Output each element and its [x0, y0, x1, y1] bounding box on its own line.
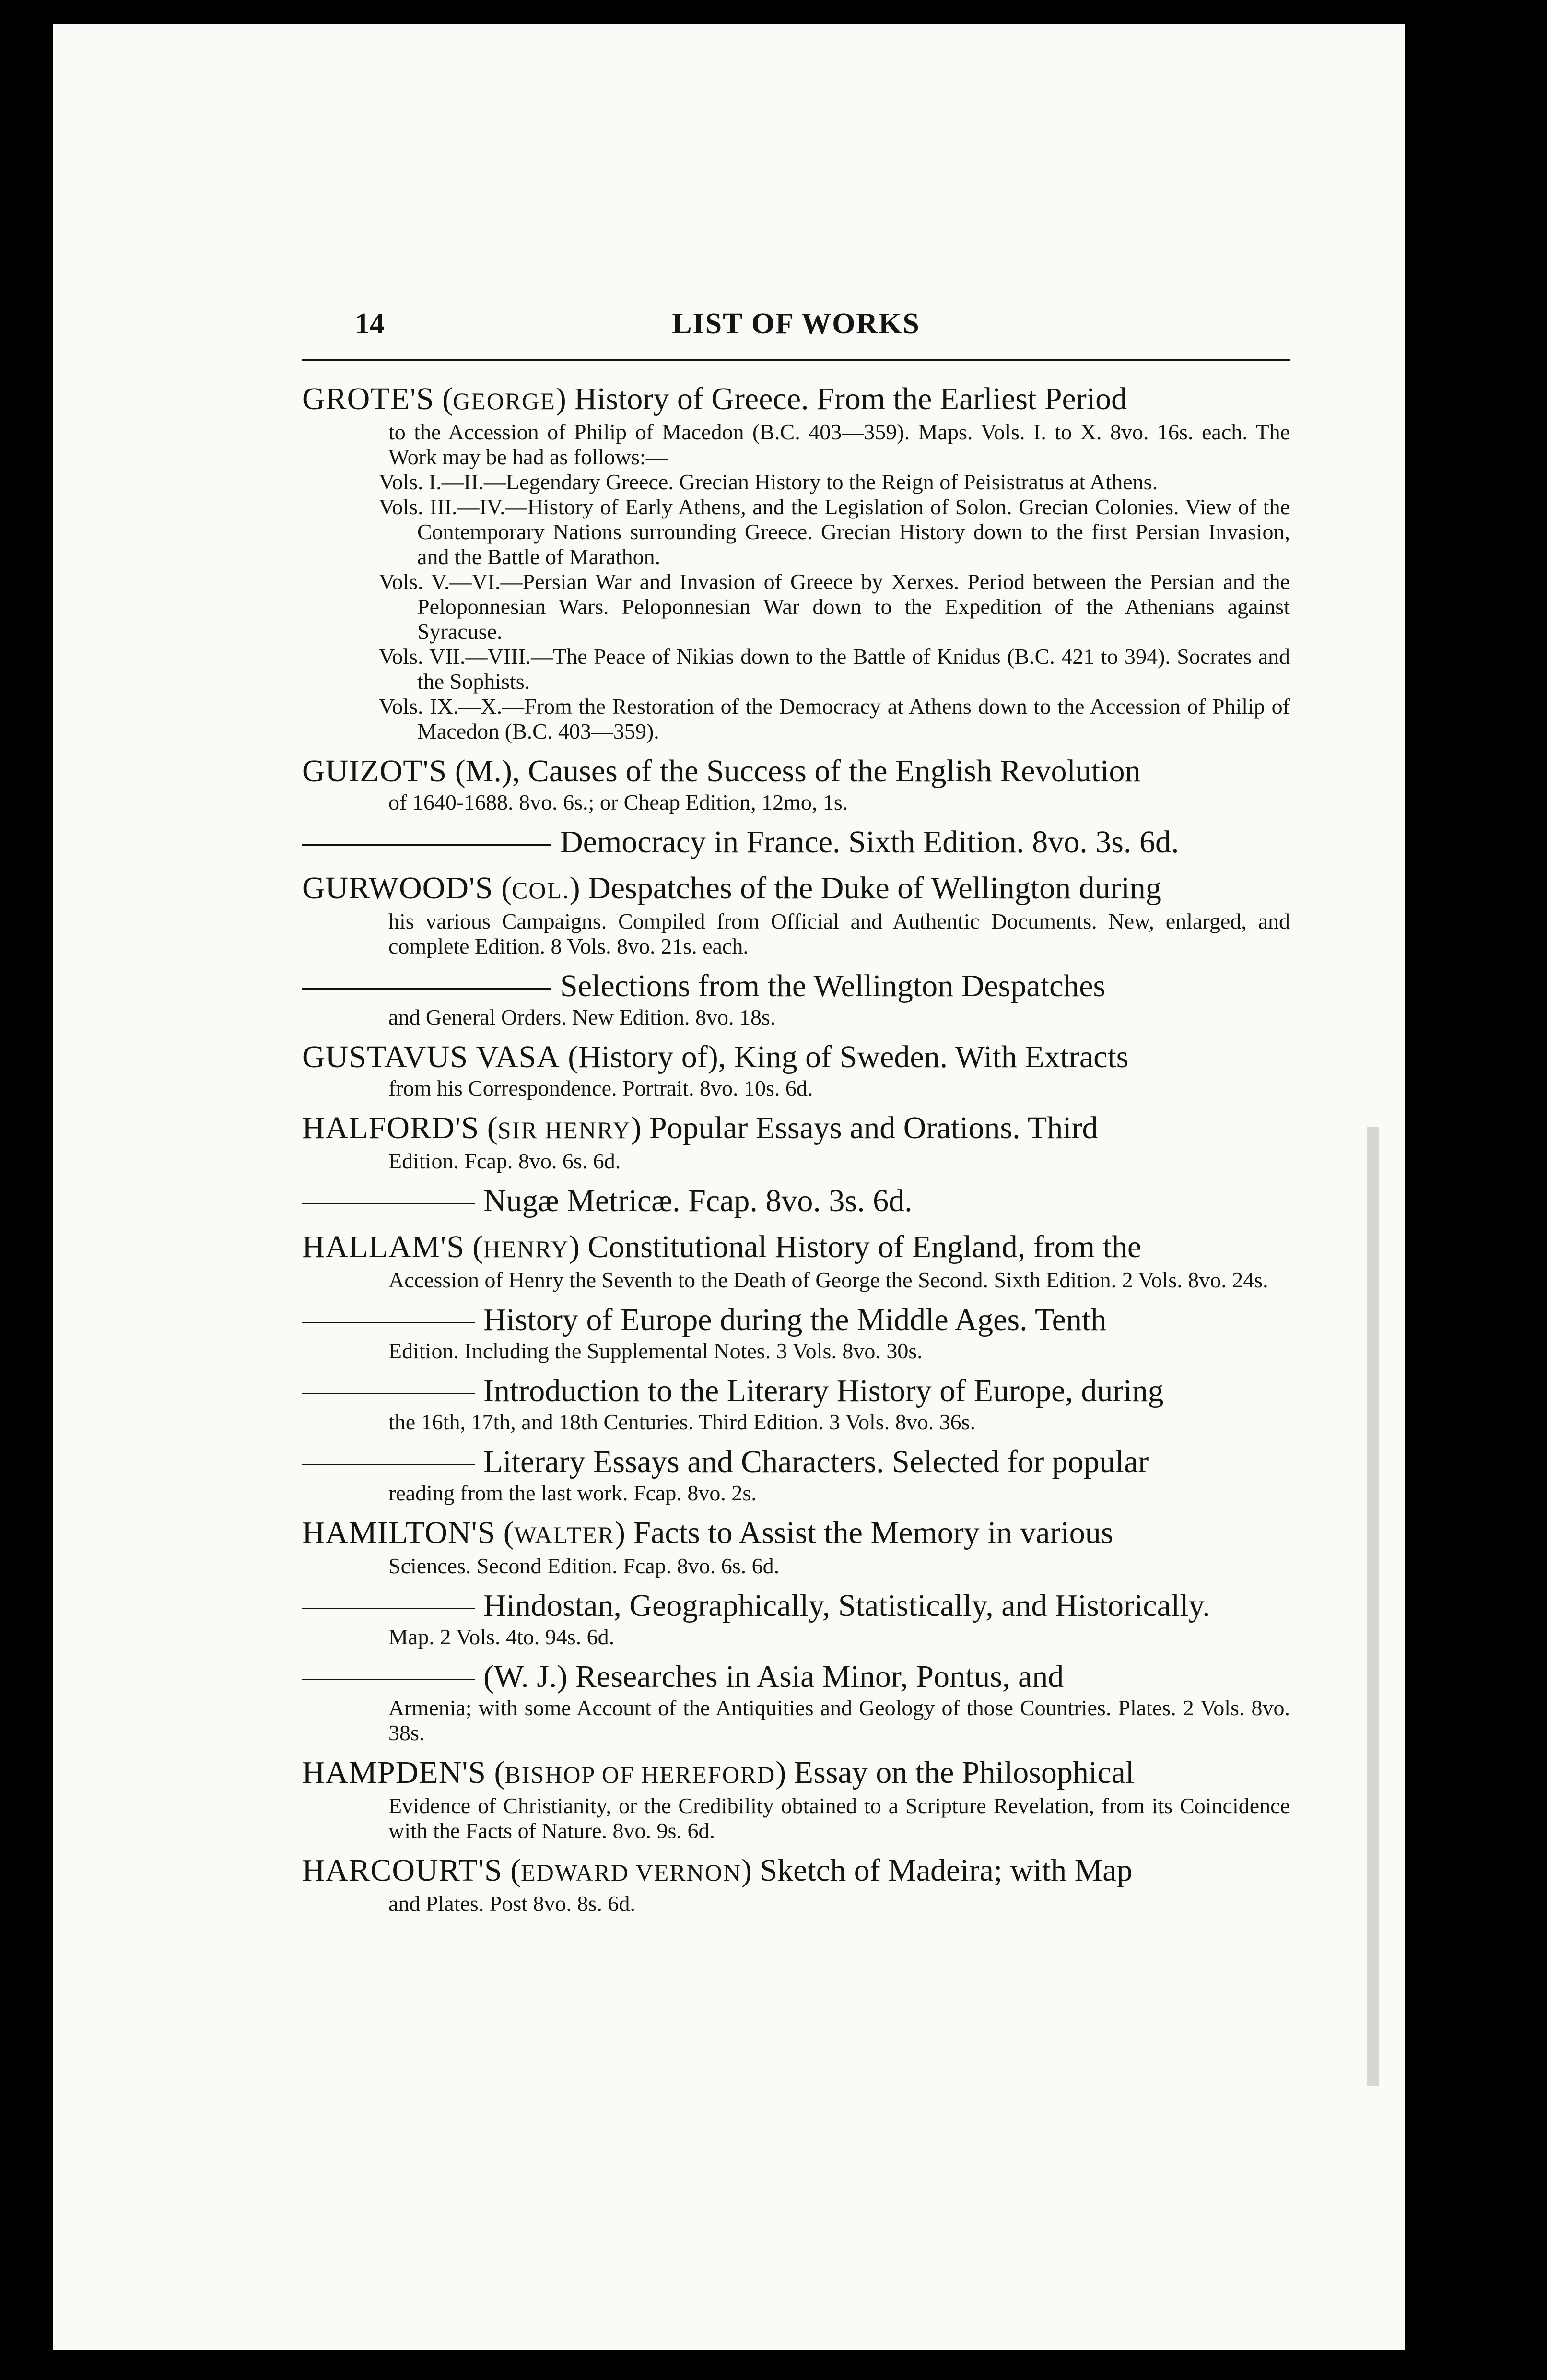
volume-line: Vols. III.—IV.—History of Early Athens, and the Legislation of Solon. Grecian Colonies. View of the Contemporary Nations surrounding Greece. Grecian History down to the first Persian Invasion, and the Battle of Marathon.	[379, 495, 1290, 569]
work-title: Despatches of the Duke of Wellington during	[588, 871, 1161, 906]
work-detail: of 1640-1688. 8vo. 6s.; or Cheap Edition, 12mo, 1s.	[388, 790, 848, 814]
author-forename: HENRY	[483, 1236, 569, 1262]
work-title: Democracy in France. Sixth Edition. 8vo. 3s. 6d.	[560, 825, 1179, 860]
author-forename: SIR HENRY	[497, 1117, 631, 1143]
work-title: Popular Essays and Orations. Third	[649, 1110, 1098, 1145]
author-name: HALFORD'S	[302, 1110, 480, 1145]
work-detail: Evidence of Christianity, or the Credibility obtained to a Scripture Revelation, from its Coincidence with the Facts of Nature. 8vo. 9s. 6d.	[388, 1793, 1290, 1843]
page-edge-shadow	[1367, 1127, 1379, 2086]
work-title: Essay on the Philosophical	[794, 1755, 1135, 1790]
work-title: Hindostan, Geographically, Statistically, and Historically.	[483, 1588, 1210, 1623]
work-detail: and General Orders. New Edition. 8vo. 18s.	[388, 1005, 776, 1029]
author-forename: EDWARD VERNON	[521, 1859, 741, 1886]
work-detail: Map. 2 Vols. 4to. 94s. 6d.	[388, 1625, 615, 1649]
volume-line: Vols. I.—II.—Legendary Greece. Grecian History to the Reign of Peisistratus at Athens.	[379, 470, 1158, 494]
author-name: HAMPDEN'S	[302, 1755, 486, 1790]
entry-gurwood-selections	[302, 967, 1290, 1030]
entry-guizot	[302, 753, 1290, 815]
entry-harcourt: HARCOURT'S (EDWARD VERNON) Sketch of Madeira; with Map and Plates. Post 8vo. 8s. 6d.	[302, 1852, 1290, 1916]
work-title: Introduction to the Literary History of Europe, during	[483, 1373, 1164, 1408]
page-number: 14	[355, 307, 385, 340]
work-title: Literary Essays and Characters. Selected for popular	[483, 1444, 1149, 1479]
work-title: History of Greece. From the Earliest Period	[574, 381, 1127, 416]
author-forename: GEORGE	[453, 388, 556, 414]
work-detail: from his Correspondence. Portrait. 8vo. 10s. 6d.	[388, 1076, 813, 1100]
work-title: Constitutional History of England, from the	[587, 1229, 1142, 1264]
ditto-dash	[302, 1203, 475, 1204]
ditto-dash	[302, 1393, 475, 1394]
entry-hamilton-researches	[302, 1658, 1290, 1745]
work-detail: Armenia; with some Account of the Antiquities and Geology of those Countries. Plates. 2 Vols. 8vo. 38s.	[388, 1696, 1290, 1745]
author-name: GURWOOD'S	[302, 871, 493, 906]
author-forename: BISHOP OF HEREFORD	[504, 1761, 776, 1788]
work-title: History of Europe during the Middle Ages. Tenth	[483, 1302, 1107, 1337]
page-content	[302, 307, 1290, 1925]
entry-hamilton: HAMILTON'S (WALTER) Facts to Assist the Memory in various Sciences. Second Edition. Fcap. 8vo. 6s. 6d.	[302, 1514, 1290, 1579]
volume-line: Vols. V.—VI.—Persian War and Invasion of Greece by Xerxes. Period between the Persian and the Peloponnesian Wars. Peloponnesian War down to the Expedition of the Athenians against Syracuse.	[379, 569, 1290, 644]
entry-hamilton-hindostan	[302, 1587, 1290, 1650]
work-detail: his various Campaigns. Compiled from Official and Authentic Documents. New, enlarged, and complete Edition. 8 Vols. 8vo. 21s. each.	[388, 909, 1290, 958]
entry-halford-nugae	[302, 1182, 1290, 1220]
volume-line: Vols. IX.—X.—From the Restoration of the Democracy at Athens down to the Accession of Philip of Macedon (B.C. 403—359).	[379, 694, 1290, 743]
entry-hampden: HAMPDEN'S (BISHOP OF HEREFORD) Essay on the Philosophical Evidence of Christianity, or the Credibility obtained to a Scripture Revelation, from its Coincidence with the Facts of Nature. 8vo. 9s. 6d.	[302, 1755, 1290, 1843]
ditto-dash	[302, 844, 551, 846]
entry-hallam-europe	[302, 1301, 1290, 1364]
work-detail: the 16th, 17th, and 18th Centuries. Third Edition. 3 Vols. 8vo. 36s.	[388, 1410, 976, 1434]
entry-gurwood: GURWOOD'S (COL.) Despatches of the Duke of Wellington during his various Campaigns. Compiled from Official and Authentic Documents. New, enlarged, and complete Edition. 8 Vols. 8vo. 21s. each.	[302, 871, 1290, 958]
author-name: GUIZOT'S	[302, 754, 447, 789]
work-detail: and Plates. Post 8vo. 8s. 6d.	[388, 1891, 635, 1916]
ditto-dash	[302, 1608, 475, 1609]
work-title: (History of), King of Sweden. With Extracts	[568, 1039, 1129, 1074]
volume-line: Vols. VII.—VIII.—The Peace of Nikias down to the Battle of Knidus (B.C. 421 to 394). Socrates and the Sophists.	[379, 644, 1290, 694]
work-detail: Sciences. Second Edition. Fcap. 8vo. 6s. 6d.	[388, 1554, 780, 1578]
work-detail: Edition. Including the Supplemental Notes. 3 Vols. 8vo. 30s.	[388, 1339, 923, 1363]
work-detail: Edition. Fcap. 8vo. 6s. 6d.	[388, 1149, 621, 1173]
ditto-dash	[302, 1322, 475, 1323]
author-name: HARCOURT'S	[302, 1853, 503, 1888]
entry-halford: HALFORD'S (SIR HENRY) Popular Essays and Orations. Third Edition. Fcap. 8vo. 6s. 6d.	[302, 1109, 1290, 1174]
entry-gustavus	[302, 1038, 1290, 1101]
entry-guizot-democracy	[302, 824, 1290, 861]
entry-hallam-essays	[302, 1443, 1290, 1506]
author-name: GROTE'S	[302, 381, 434, 416]
work-title: Causes of the Success of the English Revolution	[527, 754, 1141, 789]
author-name: HALLAM'S	[302, 1229, 465, 1264]
ditto-dash	[302, 988, 551, 990]
entry-hallam-literary-history	[302, 1372, 1290, 1435]
work-title: (W. J.) Researches in Asia Minor, Pontus, and	[483, 1659, 1064, 1694]
ditto-dash	[302, 1679, 475, 1680]
page-title: LIST OF WORKS	[672, 307, 920, 340]
work-title: Selections from the Wellington Despatches	[560, 968, 1106, 1003]
work-detail: reading from the last work. Fcap. 8vo. 2s.	[388, 1481, 757, 1505]
book-page	[53, 24, 1405, 2350]
entry-grote: GROTE'S (GEORGE) History of Greece. From the Earliest Period to the Accession of Philip of Macedon (B.C. 403—359). Maps. Vols. I. to X. 8vo. 16s. each. The Work may be had as follows:— Vols. I.—II.—Legendary Greece. Grecian History to the Reign of Peisistratus at Athens. Vols. III.—IV.—History of Early Athens, and the Legislation of Solon. Grecian Colonies. View of the Contemporary Nations surrounding Greece. Grecian History down to the first Persian Invasion, and the Battle of Marathon. Vols. V.—VI.—Persian War and Invasion of Greece by Xerxes. Period between the Persian and the Peloponnesian Wars. Peloponnesian War down to the Expedition of the Athenians against Syracuse. Vols. VII.—VIII.—The Peace of Nikias down to the Battle of Knidus (B.C. 421 to 394). Socrates and the Sophists. Vols. IX.—X.—From the Restoration of the Democracy at Athens down to the Accession of Philip of Macedon (B.C. 403—359).	[302, 381, 1290, 743]
author-forename: (M.),	[455, 754, 520, 789]
author-name: GUSTAVUS VASA	[302, 1039, 560, 1074]
author-name: HAMILTON'S	[302, 1515, 496, 1550]
entry-hallam: HALLAM'S (HENRY) Constitutional History of England, from the Accession of Henry the Seventh to the Death of George the Second. Sixth Edition. 2 Vols. 8vo. 24s.	[302, 1228, 1290, 1293]
work-title: Nugæ Metricæ. Fcap. 8vo. 3s. 6d.	[483, 1183, 913, 1218]
header-rule	[302, 359, 1290, 361]
work-detail: to the Accession of Philip of Macedon (B.C. 403—359). Maps. Vols. I. to X. 8vo. 16s. each. The Work may be had as follows:—	[388, 420, 1290, 469]
ditto-dash	[302, 1464, 475, 1465]
work-detail: Accession of Henry the Seventh to the Death of George the Second. Sixth Edition. 2 Vols. 8vo. 24s.	[388, 1268, 1268, 1292]
work-title: Sketch of Madeira; with Map	[760, 1853, 1133, 1888]
running-header	[302, 307, 1290, 350]
author-forename: WALTER	[514, 1521, 615, 1548]
author-forename: COL.	[512, 877, 570, 904]
work-title: Facts to Assist the Memory in various	[633, 1515, 1113, 1550]
